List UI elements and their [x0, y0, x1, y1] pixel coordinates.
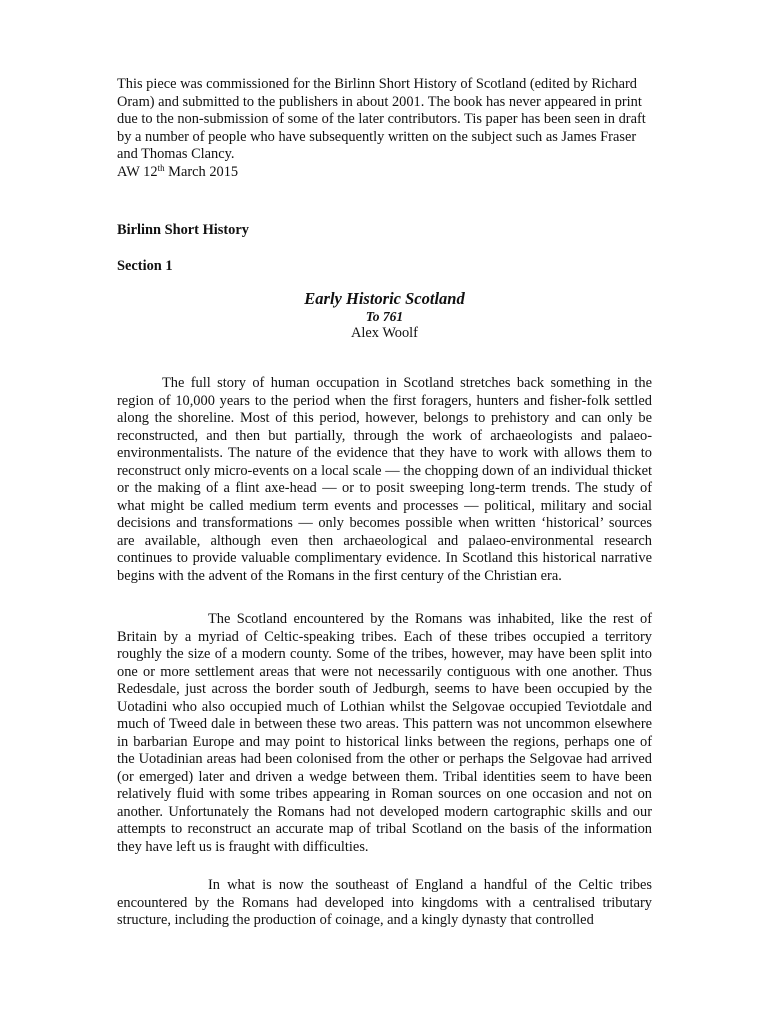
body-paragraph: In what is now the southeast of England a handful of the Celtic tribes encountered by the Romans had developed into kingdoms with a centralised tributary structure, including the production of coinage, and a kingly dynasty that controlled: [117, 877, 652, 928]
series-heading: Birlinn Short History: [117, 222, 249, 238]
author-note-signature: [117, 164, 652, 182]
author-note: [117, 76, 652, 181]
article-title-block: [117, 289, 652, 342]
article-author: Alex Woolf: [351, 325, 418, 341]
body-paragraph: The Scotland encountered by the Romans was inhabited, like the rest of Britain by a myriad of Celtic-speaking tribes. Each of these tribes occupied a territory roughly the size of a modern county. Some of the tribes, however, may have been split into one or more settlement areas that were not necessarily contiguous with one another. Thus Redesdale, just across the border south of Jedburgh, seems to have been occupied by the Uotadini who also occupied much of Lothian whilst the Selgovae occupied Teviotdale and much of Tweed dale in between these two areas. This pattern was not uncommon elsewhere in barbarian Europe and may point to historical links between the regions, perhaps one of the Uotadinian areas had been colonised from the other or perhaps the Selgovae had arrived (or emerged) later and driven a wedge between them. Tribal identities seem to have been relatively fluid with some tribes appearing in Roman sources on one occasion and not on another. Unfortunately the Romans had not developed modern cartographic skills and our attempts to reconstruct an accurate map of tribal Scotland on the basis of the information they have left us is fraught with difficulties.: [117, 611, 652, 855]
section-heading: Section 1: [117, 258, 173, 274]
signature-superscript: th: [157, 162, 165, 173]
article-title: Early Historic Scotland: [304, 289, 465, 308]
signature-suffix: March 2015: [164, 163, 239, 180]
author-note-text: This piece was commissioned for the Birlinn Short History of Scotland (edited by Richard Oram) and submitted to the publishers in about 2001. The book has never appeared in print due to the non-submission of some of the later contributors. Tis paper has been seen in draft by a number of people who have subsequently written on the subject such as James Fraser and Thomas Clancy.: [117, 76, 646, 162]
body-paragraph: The full story of human occupation in Scotland stretches back something in the region of 10,000 years to the period when the first foragers, hunters and fisher-folk settled along the shoreline. Most of this period, however, belongs to prehistory and can only be reconstructed, and then but partially, through the work of archaeologists and palaeo-environmentalists. The nature of the evidence that they have to work with allows them to reconstruct only micro-events on a local scale — the chopping down of an individual thicket or the making of a flint axe-head — or to posit sweeping long-term trends. The study of what might be called medium term events and processes — political, military and social decisions and transformations — only becomes possible when written ‘historical’ sources are available, although even then archaeological and palaeo-environmental research continues to provide valuable complimentary evidence. In Scotland this historical narrative begins with the advent of the Romans in the first century of the Christian era.: [117, 375, 652, 584]
signature-prefix: AW 12: [117, 163, 158, 180]
article-subtitle: To 761: [365, 309, 404, 324]
